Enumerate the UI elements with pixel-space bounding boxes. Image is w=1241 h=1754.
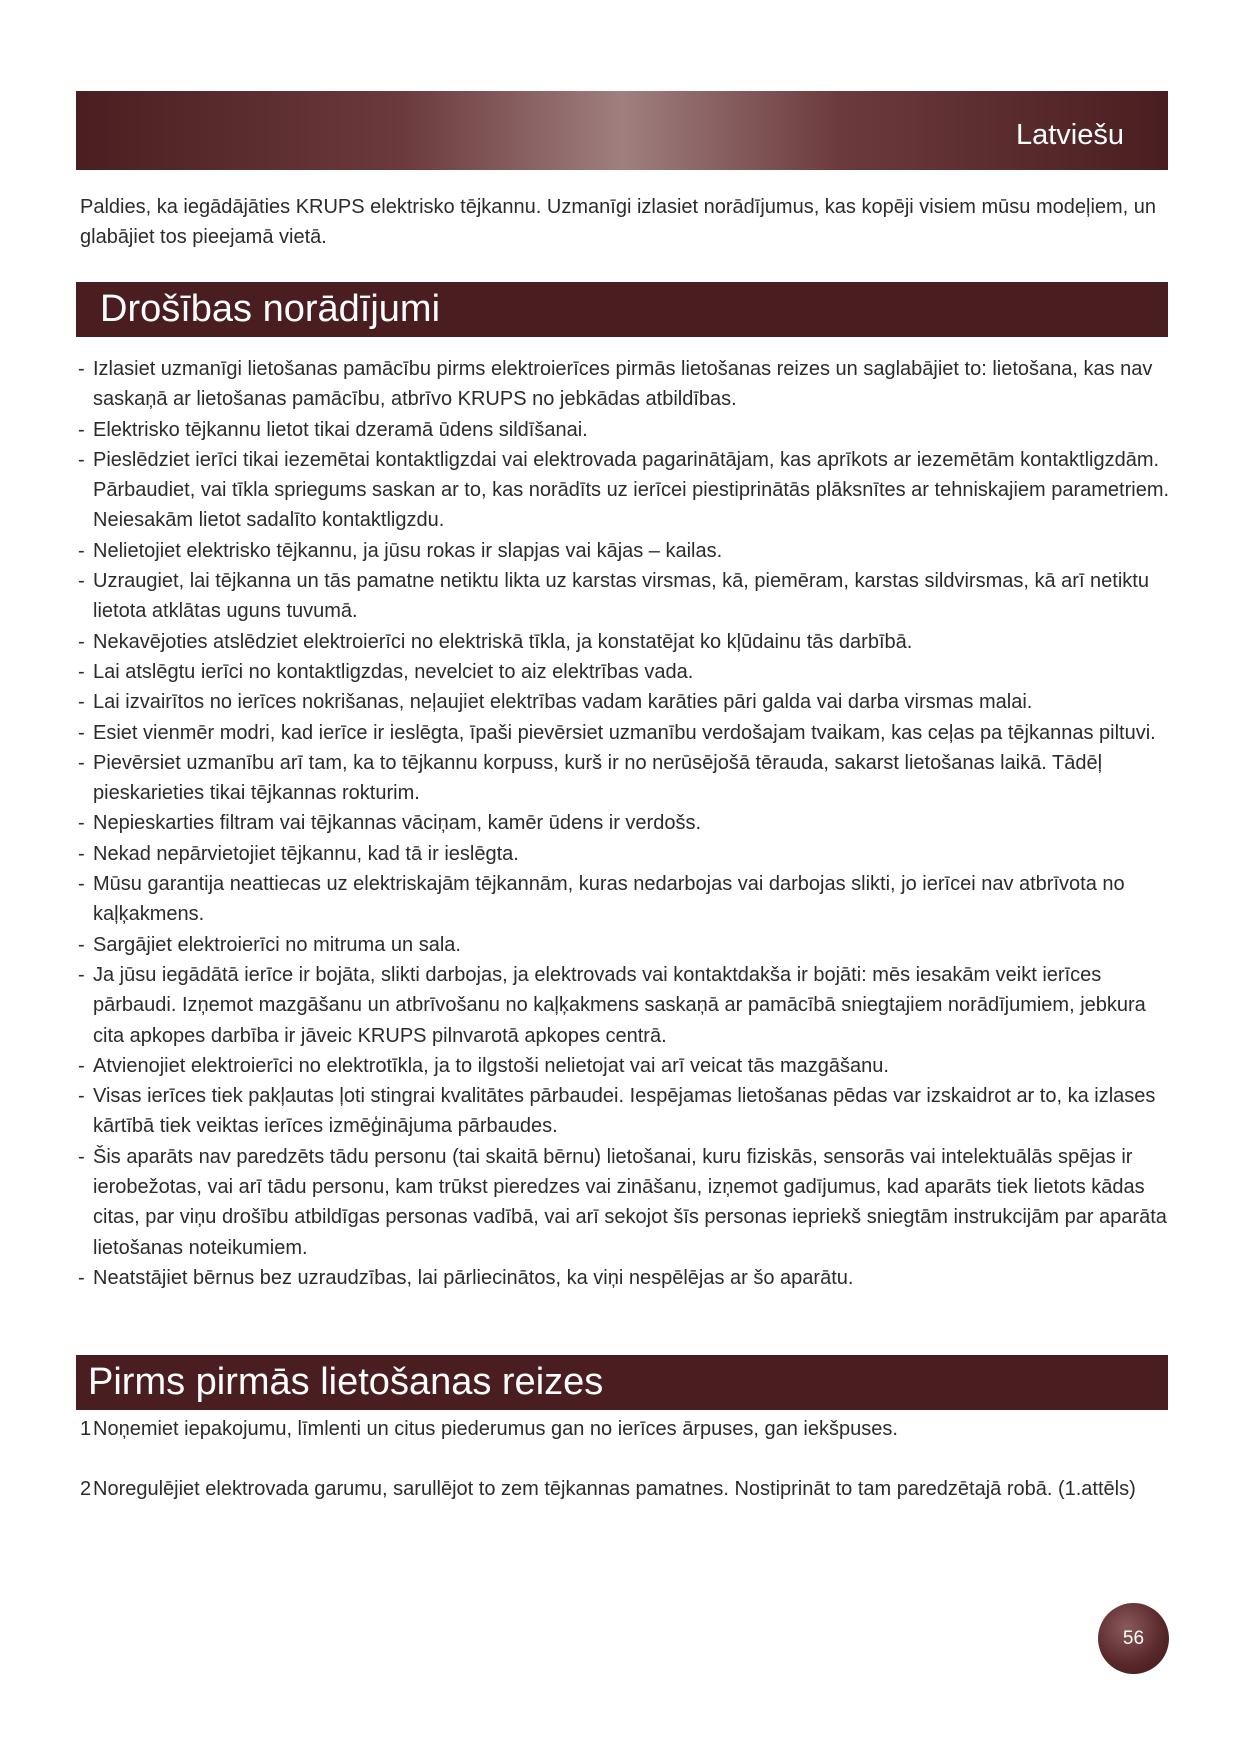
- safety-item-text: Ja jūsu iegādātā ierīce ir bojāta, slikti darbojas, ja elektrovads vai kontaktdakša ir bojāti: mēs iesakām veikt ierīces pārbaudi. Izņemot mazgāšanu un atbrīvošanu no kaļķakmens saskaņā ar pamācībā sniegtajiem norādījumiem, jebkura cita apkopes darbība ir jāveic KRUPS pilnvarotā apkopes centrā.: [93, 963, 1146, 1047]
- safety-item: [78, 748, 1170, 809]
- safety-item-text: Neatstājiet bērnus bez uzraudzības, lai pārliecinātos, ka viņi nespēlējas ar šo aparātu.: [93, 1266, 854, 1289]
- safety-item: [78, 960, 1170, 1051]
- first-use-steps-list: [80, 1414, 1170, 1504]
- step-number: 2: [80, 1478, 92, 1500]
- safety-item: [78, 415, 1170, 445]
- list-dash: -: [78, 812, 85, 835]
- safety-section-title: Drošības norādījumi: [100, 288, 441, 330]
- list-dash: -: [78, 630, 85, 653]
- list-dash: -: [78, 963, 85, 986]
- safety-item-text: Elektrisko tējkannu lietot tikai dzeramā ūdens sildīšanai.: [93, 418, 588, 441]
- safety-item-text: Nekavējoties atslēdziet elektroierīci no elektriskā tīkla, ja konstatējat ko kļūdainu tās darbībā.: [93, 630, 913, 653]
- safety-item: [78, 1051, 1170, 1081]
- safety-item-text: Lai izvairītos no ierīces nokrišanas, neļaujiet elektrības vadam karāties pāri galda vai darba virsmas malai.: [93, 691, 1033, 714]
- safety-section-header: [76, 282, 1168, 337]
- safety-item-text: Šis aparāts nav paredzēts tādu personu (tai skaitā bērnu) lietošanai, kuru fiziskās, sensorās vai intelektuālās spējas ir ierobežotas, vai arī tādu personu, kam trūkst pieredzes vai zināšanu, izņemot gadījumus, kad aparāts tiek lietots kādas citas, par viņu drošību atbildīgas personas vadībā, vai arī sekojot šīs personas iepriekš sniegtām instrukcijām par aparāta lietošanas noteikumiem.: [93, 1145, 1167, 1259]
- first-use-step: [80, 1474, 1170, 1504]
- safety-item: [78, 627, 1170, 657]
- page-number-badge: 56: [1098, 1603, 1169, 1674]
- safety-item-text: Pieslēdziet ierīci tikai iezemētai kontaktligzdai vai elektrovada pagarinātājam, kas aprīkots ar iezemētām kontaktligzdām. Pārbaudiet, vai tīkla spriegums saskan ar to, kas norādīts uz ierīcei piestiprinātās plāksnītes ar tehniskajiem parametriem. Neiesakām lietot sadalīto kontaktligzdu.: [93, 448, 1170, 532]
- safety-item: [78, 566, 1170, 627]
- safety-item: [78, 718, 1170, 748]
- list-dash: -: [78, 1085, 85, 1108]
- safety-item-text: Pievērsiet uzmanību arī tam, ka to tējkannu korpuss, kurš ir no nerūsējošā tērauda, sakarst lietošanas laikā. Tādēļ pieskarieties tikai tējkannas rokturim.: [93, 751, 1103, 805]
- list-dash: -: [78, 358, 85, 380]
- safety-item-text: Uzraugiet, lai tējkanna un tās pamatne netiktu likta uz karstas virsmas, kā, piemēram, karstas sildvirsmas, kā arī netiktu lietota atklātas uguns tuvumā.: [93, 570, 1149, 623]
- first-use-step: [80, 1414, 1170, 1444]
- safety-item-text: Lai atslēgtu ierīci no kontaktligzdas, nevelciet to aiz elektrības vada.: [93, 660, 694, 683]
- safety-item-text: Izlasiet uzmanīgi lietošanas pamācību pirms elektroierīces pirmās lietošanas reizes un saglabājiet to: lietošana, kas nav saskaņā ar lietošanas pamācību, atbrīvo KRUPS no jebkādas atbildības.: [93, 358, 1153, 411]
- safety-item: [78, 869, 1170, 930]
- safety-item: [78, 1263, 1170, 1293]
- list-dash: -: [78, 660, 85, 683]
- safety-item-text: Sargājiet elektroierīci no mitruma un sala.: [93, 933, 461, 956]
- list-dash: -: [78, 933, 85, 956]
- safety-item: [78, 1142, 1170, 1263]
- list-dash: -: [78, 418, 85, 441]
- safety-item-text: Nelietojiet elektrisko tējkannu, ja jūsu rokas ir slapjas vai kājas – kailas.: [93, 539, 723, 562]
- safety-item-text: Mūsu garantija neattiecas uz elektriskajām tējkannām, kuras nedarbojas vai darbojas slikti, jo ierīcei nav atbrīvota no kaļķakmens.: [93, 873, 1125, 926]
- safety-item: [78, 930, 1170, 960]
- safety-item-text: Esiet vienmēr modri, kad ierīce ir ieslēgta, īpaši pievērsiet uzmanību verdošajam tvaikam, kas ceļas pa tējkannas piltuvi.: [93, 721, 1156, 744]
- list-dash: -: [78, 1266, 85, 1289]
- list-dash: -: [78, 1145, 85, 1168]
- list-dash: -: [78, 448, 85, 471]
- intro-text: Paldies, ka iegādājāties KRUPS elektrisko tējkannu. Uzmanīgi izlasiet norādījumus, kas kopēji visiem mūsu modeļiem, un glabājiet tos pieejamā vietā.: [80, 196, 1157, 248]
- list-dash: -: [78, 751, 85, 774]
- safety-item: [78, 687, 1170, 717]
- safety-item: [78, 445, 1170, 536]
- step-text: Noņemiet iepakojumu, līmlenti un citus piederumus gan no ierīces ārpuses, gan iekšpuses.: [93, 1418, 898, 1440]
- safety-item: [78, 657, 1170, 687]
- step-number: 1: [80, 1418, 92, 1440]
- safety-item-text: Atvienojiet elektroierīci no elektrotīkla, ja to ilgstoši nelietojat vai arī veicat tās mazgāšanu.: [93, 1054, 889, 1077]
- safety-item: [78, 354, 1170, 415]
- list-dash: -: [78, 691, 85, 714]
- language-label: Latviešu: [1015, 119, 1124, 151]
- list-dash: -: [78, 1054, 85, 1077]
- language-banner: [76, 91, 1168, 170]
- list-dash: -: [78, 721, 85, 744]
- step-text: Noregulējiet elektrovada garumu, sarullējot to zem tējkannas pamatnes. Nostiprināt to tam paredzētajā robā. (1.attēls): [93, 1478, 1136, 1500]
- safety-item-text: Nekad nepārvietojiet tējkannu, kad tā ir ieslēgta.: [93, 842, 519, 865]
- safety-item: [78, 536, 1170, 566]
- safety-item: [78, 1081, 1170, 1142]
- list-dash: -: [78, 570, 85, 593]
- safety-item-text: Visas ierīces tiek pakļautas ļoti stingrai kvalitātes pārbaudei. Iespējamas lietošanas pēdas var izskaidrot ar to, ka izlases kārtībā tiek veiktas ierīces izmēģinājuma pārbaudes.: [93, 1085, 1156, 1138]
- safety-instructions-list: [78, 354, 1170, 1293]
- first-use-section-header: [76, 1355, 1168, 1410]
- list-dash: -: [78, 873, 85, 896]
- first-use-section-title: Pirms pirmās lietošanas reizes: [88, 1361, 604, 1403]
- safety-item: [78, 808, 1170, 838]
- list-dash: -: [78, 842, 85, 865]
- list-dash: -: [78, 539, 85, 562]
- safety-item-text: Nepieskarties filtram vai tējkannas vāciņam, kamēr ūdens ir verdošs.: [93, 812, 702, 835]
- safety-item: [78, 839, 1170, 869]
